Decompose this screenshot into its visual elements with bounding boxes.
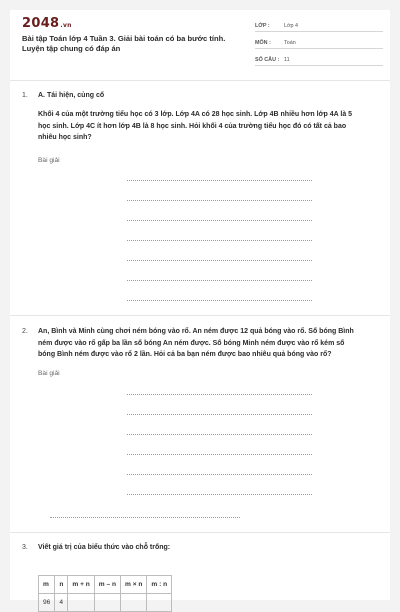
- table-header-cell: m : n: [147, 576, 172, 594]
- meta-row-subject: MÔN : Toán: [255, 34, 383, 49]
- table-header-cell: m – n: [94, 576, 120, 594]
- document-meta: [255, 17, 383, 68]
- answer-line[interactable]: [127, 280, 312, 281]
- meta-row-count: SỐ CÂU : 11: [255, 51, 383, 66]
- table-header-row: [39, 576, 172, 594]
- table-answer-cell[interactable]: [68, 594, 94, 612]
- meta-row-class: LỚP : Lớp 4: [255, 17, 383, 32]
- site-logo[interactable]: 2048.vn: [22, 16, 72, 31]
- table-row: [39, 594, 172, 612]
- table-cell: 96: [39, 594, 55, 612]
- header-divider: [10, 80, 390, 81]
- worksheet-header: [10, 10, 390, 70]
- question-title: A. Tái hiện, củng cố: [38, 92, 105, 99]
- question-3: [22, 544, 382, 564]
- question-2: [22, 328, 382, 518]
- question-title: Viết giá trị của biểu thức vào chỗ trống:: [38, 544, 171, 551]
- table-header-cell: m × n: [121, 576, 147, 594]
- answer-line[interactable]: [127, 240, 312, 241]
- answer-line[interactable]: [127, 300, 312, 301]
- answer-line[interactable]: [127, 474, 312, 475]
- table-header-cell: n: [55, 576, 68, 594]
- answer-line[interactable]: [127, 200, 312, 201]
- answer-line[interactable]: [127, 220, 312, 221]
- question-number: 1.: [22, 92, 28, 99]
- document-title: Bài tập Toán lớp 4 Tuần 3. Giải bài toán có ba bước tính. Luyện tập chung có đáp án: [22, 34, 226, 53]
- answer-line[interactable]: [127, 260, 312, 261]
- question-text: An, Bình và Minh cùng chơi ném bóng vào rổ. An ném được 12 quả bóng vào rổ. Số bóng Bình ném được vào rổ gấp ba lần số bóng An ném được. Số bóng Minh ném được vào rổ kém số bóng Bình ném được vào rổ 2 lần. Hỏi cả ba bạn ném được bao nhiêu quả bóng vào rổ?: [38, 328, 354, 359]
- table-answer-cell[interactable]: [121, 594, 147, 612]
- answer-line-long[interactable]: [50, 517, 240, 518]
- answer-line[interactable]: [127, 434, 312, 435]
- table-header-cell: m: [39, 576, 55, 594]
- answer-line[interactable]: [127, 454, 312, 455]
- question-text: Khối 4 của một trường tiểu học có 3 lớp. Lớp 4A có 28 học sinh. Lớp 4B nhiều hơn lớp 4A là 5 học sinh. Lớp 4C ít hơn lớp 4B là 8 học sinh. Hỏi khối 4 của trường tiểu học đó có tất cả bao nhiêu học sinh?: [38, 111, 353, 142]
- answer-line[interactable]: [127, 414, 312, 415]
- worksheet-page: [10, 10, 390, 606]
- answer-label: Bài giải: [38, 370, 60, 377]
- table-header-cell: m + n: [68, 576, 94, 594]
- question-1: [22, 92, 382, 302]
- section-divider: [10, 315, 390, 316]
- answer-line[interactable]: [127, 180, 312, 181]
- question-number: 3.: [22, 544, 28, 551]
- table-answer-cell[interactable]: [94, 594, 120, 612]
- answer-line[interactable]: [127, 494, 312, 495]
- question-number: 2.: [22, 328, 28, 335]
- section-divider: [10, 532, 390, 533]
- answer-line[interactable]: [127, 394, 312, 395]
- table-answer-cell[interactable]: [147, 594, 172, 612]
- expression-table: [38, 575, 172, 612]
- table-cell: 4: [55, 594, 68, 612]
- answer-label: Bài giải: [38, 157, 60, 164]
